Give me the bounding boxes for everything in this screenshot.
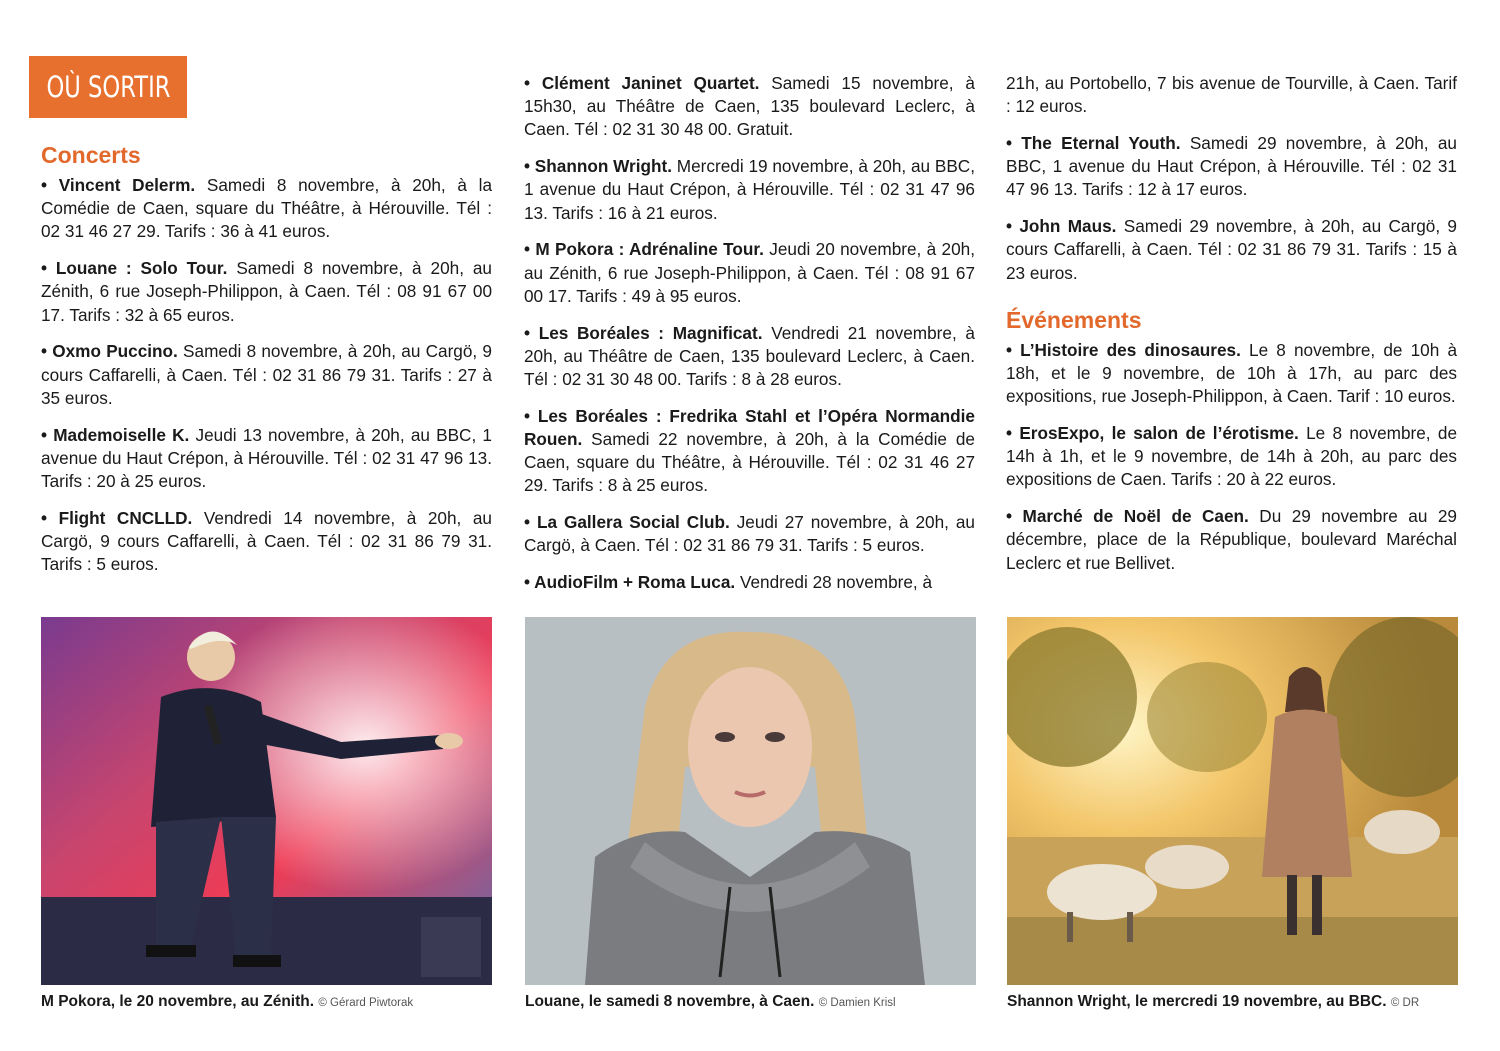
listing-item: • M Pokora : Adrénaline Tour. Jeudi 20 novembre, à 20h, au Zénith, 6 rue Joseph-Philippon, à Caen. Tél : 08 91 67 00 17. Tarifs : 49 à 95 euros.	[524, 239, 975, 306]
portrait-photo-illustration	[525, 617, 976, 985]
photo-credit: © DR	[1390, 997, 1420, 1009]
concerts-heading: Concerts	[41, 142, 141, 168]
photo-m-pokora	[41, 617, 492, 985]
listing-item: • Les Boréales : Magnificat. Vendredi 21 novembre, à 20h, au Théâtre de Caen, 135 boulevard Leclerc, à Caen. Tél : 02 31 30 48 00. Tarifs : 8 à 28 euros.	[524, 322, 975, 390]
listing-item: • L’Histoire des dinosaures. Le 8 novembre, de 10h à 18h, et le 9 novembre, de 10h à 17h, au parc des expositions, rue Joseph-Philippon, à Caen. Tarif : 10 euros.	[1006, 339, 1458, 407]
listing-item: • Shannon Wright. Mercredi 19 novembre, à 20h, au BBC, 1 avenue du Haut Crépon, à Hérouville. Tél : 02 31 47 96 13. Tarifs : 16 à 21 euros.	[524, 156, 975, 223]
photo-credit: © Gérard Piwtorak	[318, 997, 414, 1009]
field-photo-illustration	[1007, 617, 1458, 985]
photo-shannon-wright	[1007, 617, 1458, 985]
column-2	[524, 72, 975, 608]
column-3	[1006, 72, 1457, 588]
column-1	[41, 140, 492, 590]
listing-item: • John Maus. Samedi 29 novembre, à 20h, au Cargö, 9 cours Caffarelli, à Caen. Tél : 02 31 86 79 31. Tarifs : 15 à 23 euros.	[1006, 216, 1457, 283]
listing-item: • Vincent Delerm. Samedi 8 novembre, à 20h, à la Comédie de Caen, square du Théâtre, à Hérouville. Tél : 02 31 46 27 29. Tarifs : 36 à 41 euros.	[41, 175, 492, 242]
listing-item: • Flight CNCLLD. Vendredi 14 novembre, à 20h, au Cargö, 9 cours Caffarelli, à Caen. Tél : 02 31 86 79 31. Tarifs : 5 euros.	[41, 507, 492, 575]
listing-item: • Clément Janinet Quartet. Samedi 15 novembre, à 15h30, au Théâtre de Caen, 135 boulevard Leclerc, à Caen. Tél : 02 31 30 48 00. Gratuit.	[524, 73, 975, 140]
photo-caption: Louane, le samedi 8 novembre, à Caen. © Damien Krisl	[525, 993, 896, 1010]
listing-item: • ErosExpo, le salon de l’érotisme. Le 8 novembre, de 14h à 1h, et le 9 novembre, de 14h à 20h, au parc des expositions de Caen. Tarifs : 20 à 22 euros.	[1006, 423, 1458, 490]
banner-title: OÙ SORTIR	[46, 70, 170, 104]
evenements-heading: Événements	[1006, 306, 1142, 333]
section-banner	[29, 56, 187, 118]
photo-credit: © Damien Krisl	[818, 997, 896, 1009]
listing-item: 21h, au Portobello, 7 bis avenue de Tourville, à Caen. Tarif : 12 euros.	[1006, 73, 1457, 117]
listing-item: • Louane : Solo Tour. Samedi 8 novembre, à 20h, au Zénith, 6 rue Joseph-Philippon, à Caen. Tél : 08 91 67 00 17. Tarifs : 32 à 65 euros.	[41, 258, 492, 325]
listing-item: • La Gallera Social Club. Jeudi 27 novembre, à 20h, au Cargö, à Caen. Tél : 02 31 86 79 31. Tarifs : 5 euros.	[524, 512, 975, 556]
photo-caption: M Pokora, le 20 novembre, au Zénith. © Gérard Piwtorak	[41, 993, 414, 1010]
listing-item: • Les Boréales : Fredrika Stahl et l’Opéra Normandie Rouen. Samedi 22 novembre, à 20h, à la Comédie de Caen, square du Théâtre, à Hérouville. Tél : 02 31 46 27 29. Tarifs : 8 à 25 euros.	[524, 405, 975, 496]
listing-item: • Mademoiselle K. Jeudi 13 novembre, à 20h, au BBC, 1 avenue du Haut Crépon, à Hérouville. Tél : 02 31 47 96 13. Tarifs : 20 à 25 euros.	[41, 424, 492, 492]
listing-item: • The Eternal Youth. Samedi 29 novembre, à 20h, au BBC, 1 avenue du Haut Crépon, à Hérouville. Tél : 02 31 47 96 13. Tarifs : 12 à 17 euros.	[1006, 133, 1457, 200]
photo-louane	[525, 617, 976, 985]
concert-photo-illustration	[41, 617, 492, 985]
listing-item: • AudioFilm + Roma Luca. Vendredi 28 novembre, à	[524, 572, 933, 593]
photo-caption: Shannon Wright, le mercredi 19 novembre, au BBC. © DR	[1007, 993, 1420, 1010]
listing-item: • Oxmo Puccino. Samedi 8 novembre, à 20h, au Cargö, 9 cours Caffarelli, à Caen. Tél : 02 31 86 79 31. Tarifs : 27 à 35 euros.	[41, 341, 492, 408]
listing-item: • Marché de Noël de Caen. Du 29 novembre au 29 décembre, place de la République, boulevard Maréchal Leclerc et rue Bellivet.	[1006, 506, 1457, 573]
